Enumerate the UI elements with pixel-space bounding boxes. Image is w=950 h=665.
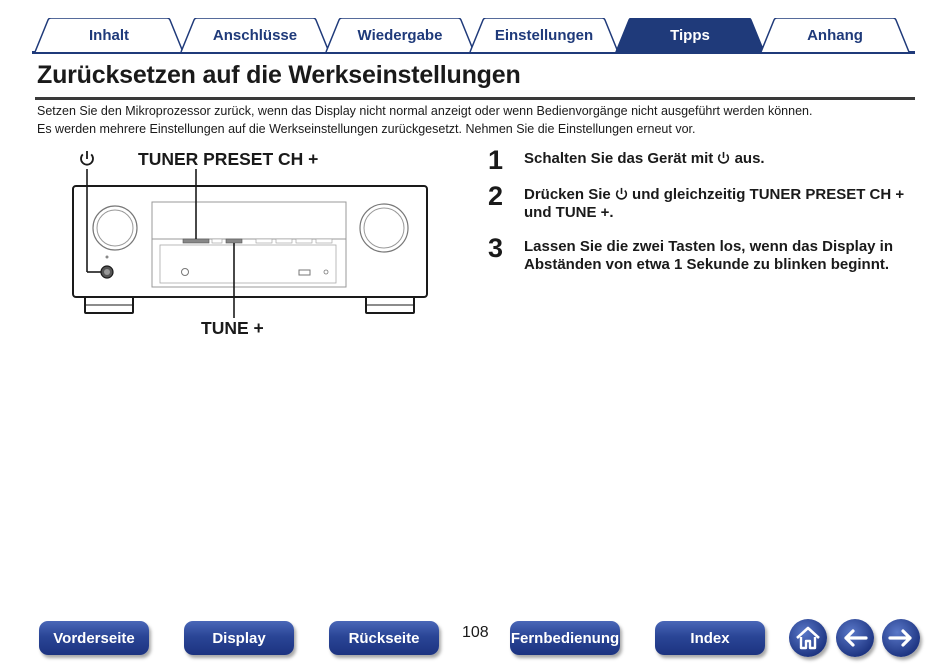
page-title: Zurücksetzen auf die Werkseinstellungen <box>37 61 521 89</box>
nav-front-button[interactable]: Vorderseite <box>39 621 149 655</box>
power-icon <box>717 151 730 164</box>
receiver-diagram <box>70 145 440 345</box>
arrow-right-icon <box>888 628 914 648</box>
next-page-button[interactable] <box>882 619 920 657</box>
power-icon <box>615 187 628 200</box>
page-number: 108 <box>462 624 489 641</box>
step-number: 2 <box>488 181 504 211</box>
previous-page-button[interactable] <box>836 619 874 657</box>
intro-text <box>37 102 812 138</box>
tab-wiedergabe[interactable]: Wiedergabe <box>325 18 475 52</box>
step-number: 3 <box>488 233 504 263</box>
step-text <box>524 146 918 168</box>
nav-index-button[interactable]: Index <box>655 621 765 655</box>
step-text-part: Schalten Sie das Gerät mit <box>524 150 718 167</box>
step-number: 1 <box>488 145 504 175</box>
nav-remote-button[interactable]: Fernbedienung <box>510 621 620 655</box>
steps-list <box>488 146 918 284</box>
tuner-preset-label: TUNER PRESET CH + <box>138 149 319 169</box>
nav-display-button[interactable]: Display <box>184 621 294 655</box>
home-icon <box>795 626 821 650</box>
step-text: Lassen Sie die zwei Tasten los, wenn das Display in Abständen von etwa 1 Sekunde zu blinken beginnt. <box>524 238 894 273</box>
title-divider <box>35 97 915 100</box>
intro-line-2: Es werden mehrere Einstellungen auf die Werkseinstellungen zurückgesetzt. Nehmen Sie die Einstellungen erneut vor. <box>37 122 696 136</box>
tab-tipps[interactable]: Tipps <box>615 18 765 52</box>
intro-line-1: Setzen Sie den Mikroprozessor zurück, wenn das Display nicht normal anzeigt oder wenn Bedienvorgänge nicht ausgeführt werden können. <box>37 104 813 118</box>
home-button[interactable] <box>789 619 827 657</box>
arrow-left-icon <box>842 628 868 648</box>
tab-inhalt[interactable]: Inhalt <box>34 18 184 52</box>
receiver-front-panel <box>70 145 440 345</box>
tab-anhang[interactable]: Anhang <box>760 18 910 52</box>
nav-rear-button[interactable]: Rückseite <box>329 621 439 655</box>
power-icon <box>81 151 93 165</box>
step-text <box>524 182 918 222</box>
step-text-part: und gleichzeitig TUNER PRESET CH + und TUNE +. <box>524 186 905 221</box>
step-text-part: aus. <box>730 150 765 167</box>
tab-anschluesse[interactable]: Anschlüsse <box>180 18 330 52</box>
step-3 <box>488 234 918 274</box>
tab-einstellungen[interactable]: Einstellungen <box>469 18 619 52</box>
step-text-part: Drücken Sie <box>524 186 615 203</box>
step-1 <box>488 145 918 175</box>
step-2 <box>488 182 918 222</box>
tune-plus-label: TUNE + <box>201 318 264 338</box>
